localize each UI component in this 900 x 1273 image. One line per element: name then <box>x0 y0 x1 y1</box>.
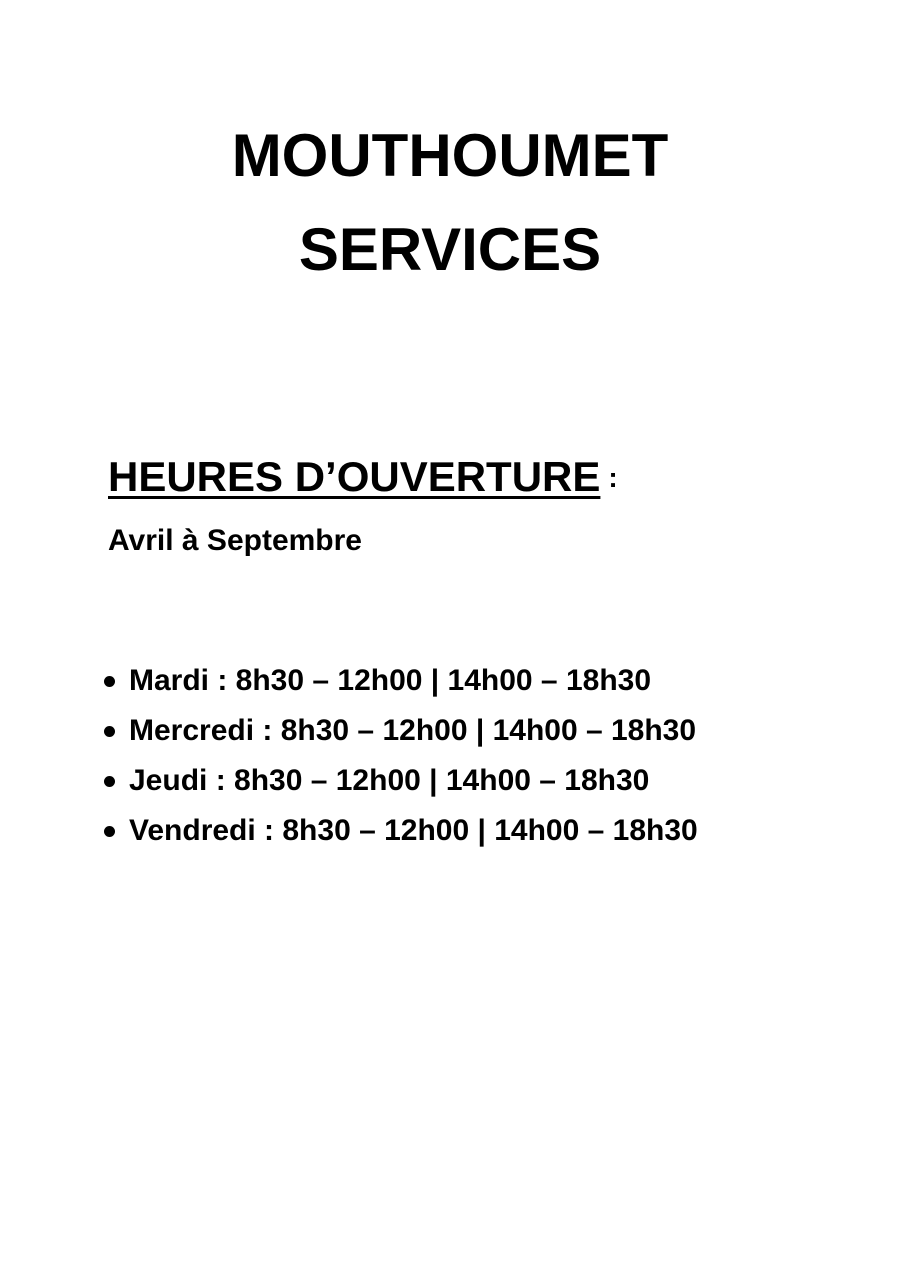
opening-hours-heading-text: HEURES D’OUVERTURE <box>108 453 601 500</box>
hours-text-mardi: Mardi : 8h30 – 12h00 | 14h00 – 18h30 <box>129 664 652 697</box>
opening-hours-list <box>100 656 698 856</box>
list-item <box>100 756 698 806</box>
opening-hours-heading <box>108 453 618 500</box>
bullet-icon <box>104 676 115 687</box>
bullet-icon <box>104 776 115 787</box>
list-item <box>100 806 698 856</box>
hours-text-jeudi: Jeudi : 8h30 – 12h00 | 14h00 – 18h30 <box>129 764 650 797</box>
season-subtitle: Avril à Septembre <box>108 524 362 557</box>
list-item <box>100 706 698 756</box>
opening-hours-heading-colon: : <box>608 462 618 493</box>
bullet-icon <box>104 826 115 837</box>
title-line-1: MOUTHOUMET <box>231 122 669 189</box>
list-item <box>100 656 698 706</box>
bullet-icon <box>104 726 115 737</box>
title-line-2: SERVICES <box>298 216 602 283</box>
hours-text-mercredi: Mercredi : 8h30 – 12h00 | 14h00 – 18h30 <box>129 714 697 747</box>
hours-text-vendredi: Vendredi : 8h30 – 12h00 | 14h00 – 18h30 <box>129 814 698 847</box>
